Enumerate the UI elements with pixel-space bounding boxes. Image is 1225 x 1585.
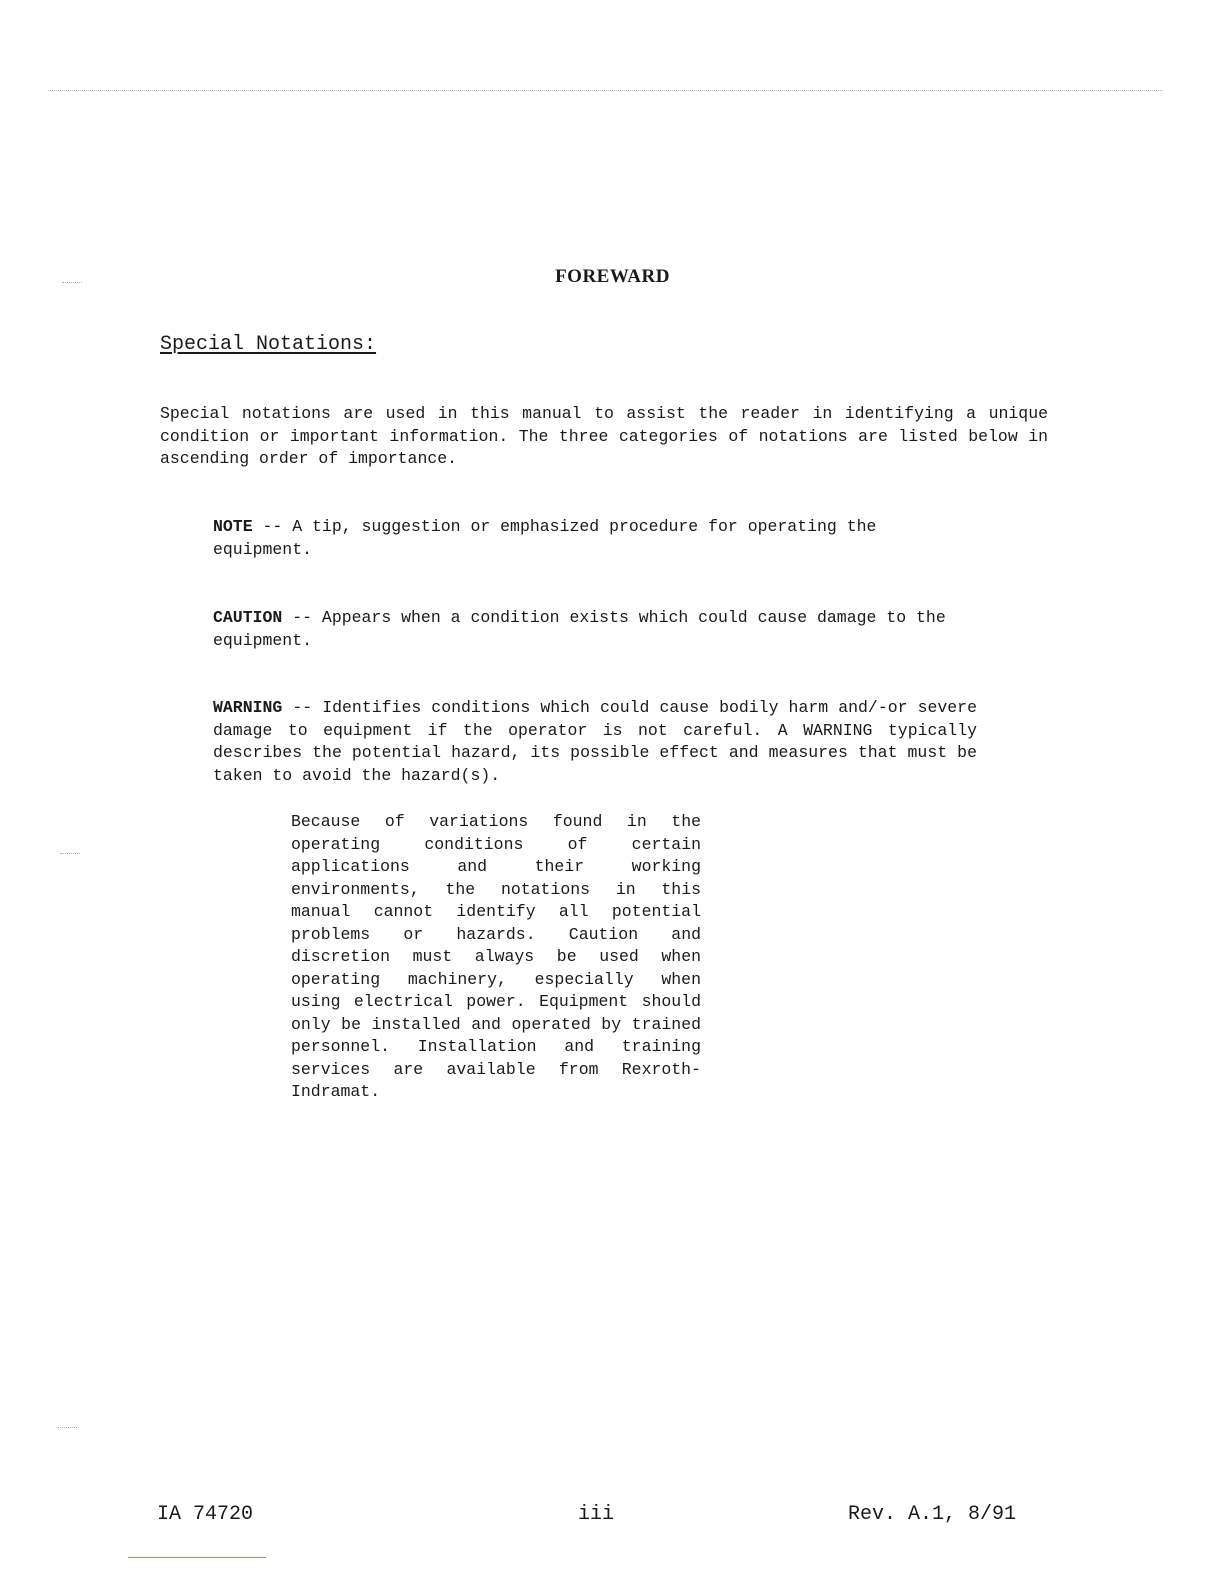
section-heading: Special Notations: (160, 333, 377, 356)
warning-text: -- Identifies conditions which could cause bodily harm and/-or severe damage to equipment if the operator is not careful. A WARNING typically describes the potential hazard, its possible effect and measures that must be taken to avoid the hazard(s). (213, 698, 977, 785)
caution-keyword: CAUTION (213, 608, 283, 627)
caution-text: -- Appears when a condition exists which could cause damage to the equipment. (213, 608, 946, 650)
scan-speck (57, 1427, 77, 1431)
page-title: FOREWARD (555, 266, 670, 287)
bottom-edge-line (128, 1557, 266, 1558)
scan-speck (60, 853, 80, 857)
top-rule (48, 90, 1163, 91)
disclaimer-paragraph: Because of variations found in the operating conditions of certain applications and their working environments, the notations in this manual cannot identify all potential problems or hazards. Caution and discretion must always be used when operating machinery, especially when using electrical power. Equipment should only be installed and operated by trained personnel. Installation and training services are available from Rexroth-Indramat. (291, 812, 701, 1101)
warning-paragraph (213, 697, 977, 787)
note-text: -- A tip, suggestion or emphasized procedure for operating the equipment. (213, 517, 877, 559)
note-paragraph (213, 516, 977, 561)
footer-page-number: iii (578, 1503, 615, 1526)
intro-paragraph: Special notations are used in this manual to assist the reader in identifying a unique condition or important information. The three categories of notations are listed below in ascending order of importance. (160, 404, 1048, 468)
note-keyword: NOTE (213, 517, 253, 536)
footer-doc-number: IA 74720 (157, 1503, 254, 1526)
caution-paragraph (213, 607, 977, 652)
footer-revision: Rev. A.1, 8/91 (848, 1503, 1017, 1526)
warning-keyword: WARNING (213, 698, 283, 717)
